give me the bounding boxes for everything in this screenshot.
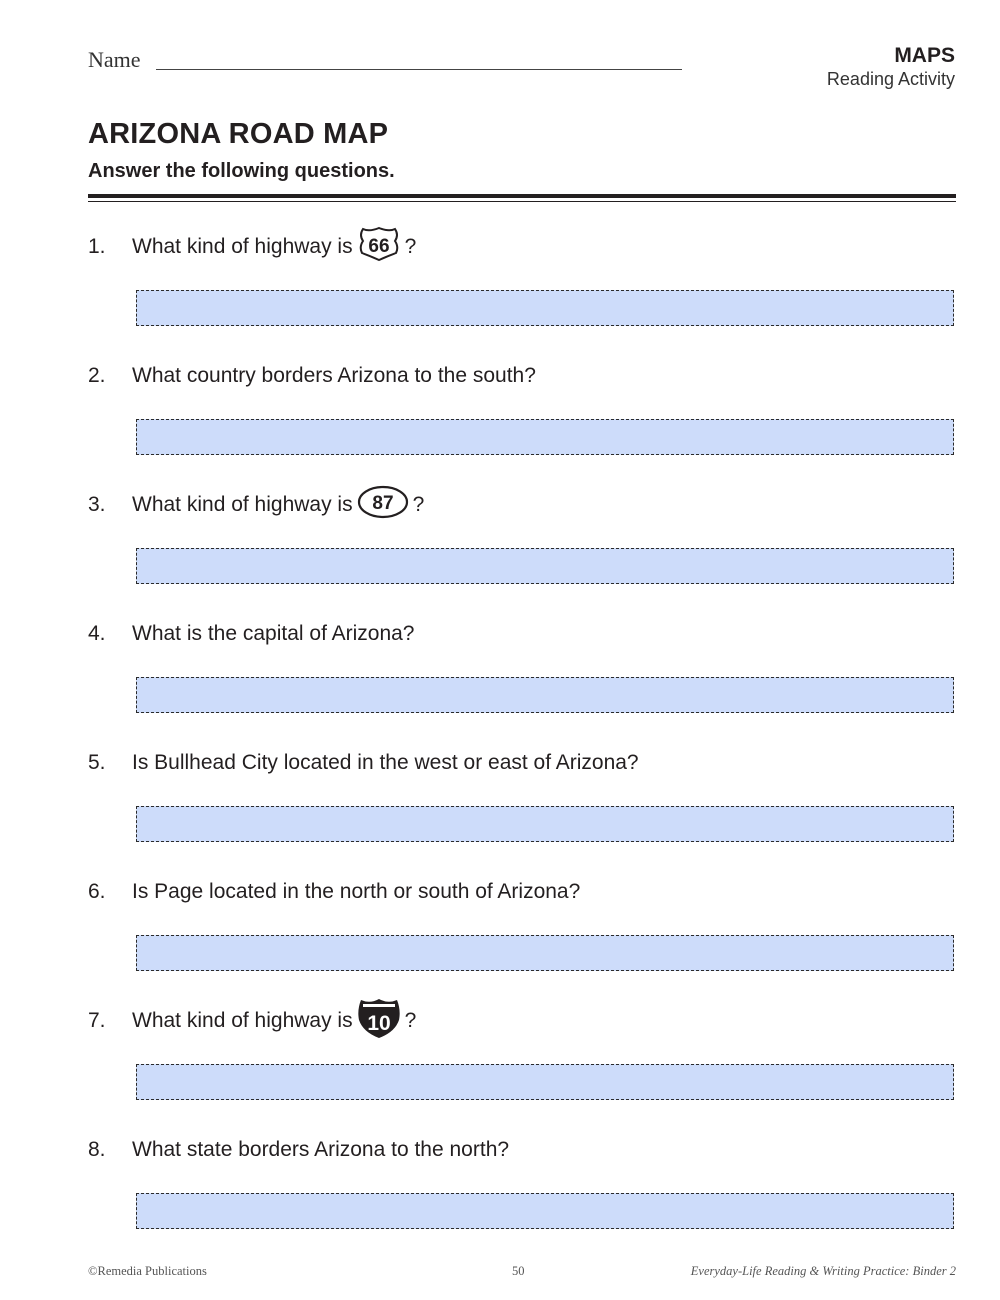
question-text: Is Page located in the north or south of Arizona?: [132, 880, 581, 903]
question-number: 2.: [88, 364, 106, 387]
question-text: Is Bullhead City located in the west or east of Arizona?: [132, 751, 639, 774]
answer-field-1[interactable]: [136, 290, 954, 326]
question-5: [88, 743, 958, 783]
question-6: [88, 872, 958, 912]
question-number: 5.: [88, 751, 106, 774]
question-text: What state borders Arizona to the north?: [132, 1138, 510, 1161]
answer-field-7[interactable]: [136, 1064, 954, 1100]
title-divider-thick: [88, 194, 956, 198]
answer-field-2[interactable]: [136, 419, 954, 455]
shield-number: 66: [368, 236, 390, 257]
interstate-shield-icon: [357, 996, 401, 1046]
question-number: 4.: [88, 622, 106, 645]
shield-number: 10: [366, 1012, 391, 1035]
page-title: ARIZONA ROAD MAP: [88, 118, 389, 150]
question-7: [88, 1001, 958, 1041]
question-number: 6.: [88, 880, 106, 903]
title-divider-thin: [88, 201, 956, 202]
footer-copyright: ©Remedia Publications: [88, 1264, 207, 1278]
category-label: MAPS: [894, 44, 955, 67]
answer-field-5[interactable]: [136, 806, 954, 842]
question-text: What kind of highway is: [132, 1009, 353, 1032]
question-mark: ?: [404, 235, 417, 258]
footer-page-number: 50: [512, 1264, 525, 1278]
shield-number: 87: [372, 493, 394, 514]
answer-field-4[interactable]: [136, 677, 954, 713]
instructions: Answer the following questions.: [88, 160, 395, 182]
header-category-block: [827, 44, 955, 90]
question-4: [88, 614, 958, 654]
question-text: What kind of highway is: [132, 235, 353, 258]
name-label: Name: [88, 47, 141, 72]
question-8: [88, 1130, 958, 1170]
state-route-oval-icon: [357, 485, 409, 525]
question-3: [88, 485, 958, 525]
answer-field-3[interactable]: [136, 548, 954, 584]
question-mark: ?: [404, 1009, 417, 1032]
activity-type-label: Reading Activity: [826, 69, 955, 89]
question-number: 8.: [88, 1138, 106, 1161]
question-mark: ?: [412, 493, 425, 516]
question-1: [88, 227, 958, 267]
answer-field-6[interactable]: [136, 935, 954, 971]
footer-book-title: Everyday-Life Reading & Writing Practice: Binder 2: [690, 1264, 956, 1278]
answer-field-8[interactable]: [136, 1193, 954, 1229]
question-number: 7.: [88, 1009, 106, 1032]
name-input-line[interactable]: [156, 69, 682, 70]
question-number: 3.: [88, 493, 106, 516]
question-number: 1.: [88, 235, 106, 258]
question-2: [88, 356, 958, 396]
question-text: What kind of highway is: [132, 493, 353, 516]
us-route-shield-icon: [357, 225, 401, 269]
question-text: What is the capital of Arizona?: [132, 622, 415, 645]
question-text: What country borders Arizona to the south?: [132, 364, 536, 387]
